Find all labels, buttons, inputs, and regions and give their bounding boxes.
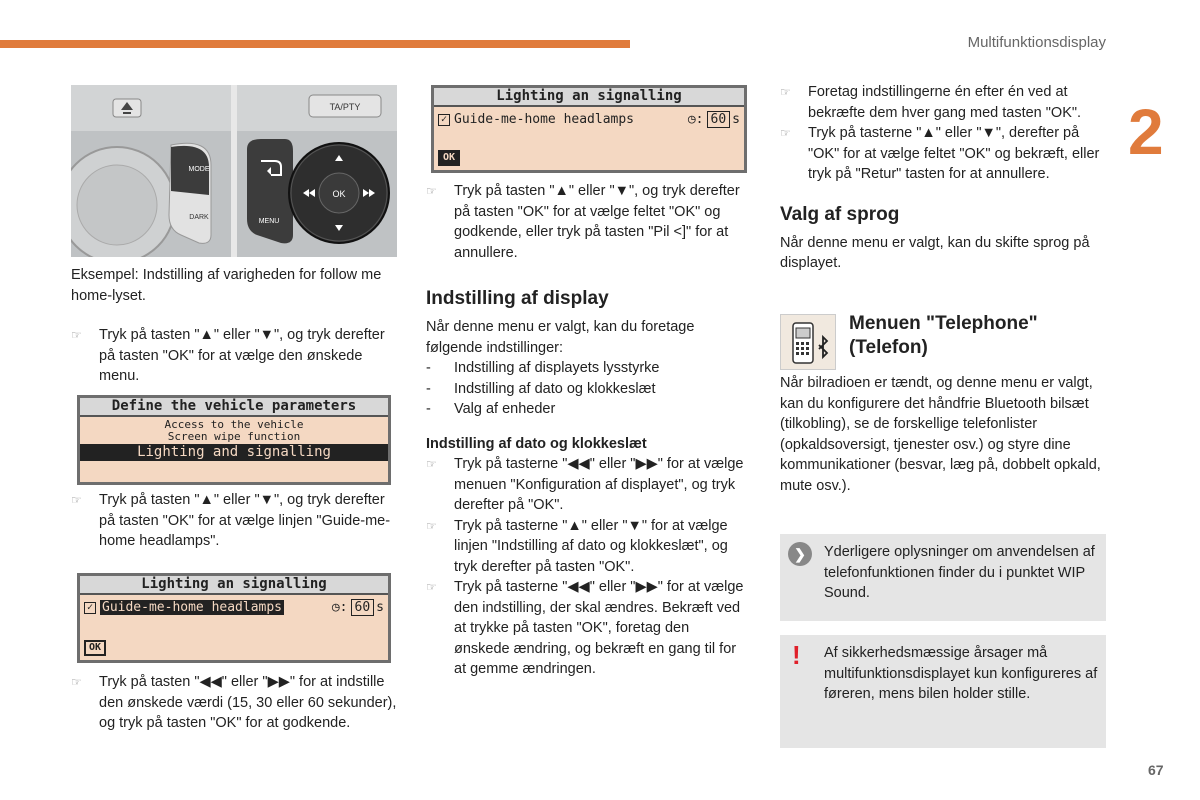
- ok-key-label: OK: [332, 189, 346, 199]
- lcd-value: 60: [707, 111, 731, 128]
- instruction-item: ☞ Tryk på tasterne "◀◀" eller "▶▶" for at vælge menuen "Konfiguration af displayet", og tryk derefter på "OK".: [426, 456, 744, 513]
- section-text: Når bilradioen er tændt, og denne menu er valgt, kan du konfigurere det håndfrie Bluetooth bilsæt (tilkobling), se de forskellige telefonlister (opkaldsoversigt, tjenester osv.) og styre dine kommunikationer (besvar, læg på, dobbelt opkald, mute osv.).: [780, 375, 1101, 494]
- pointing-hand-icon: ☞: [426, 518, 437, 533]
- radio-controls-photo: [71, 85, 397, 257]
- lcd-selected-item: Guide-me-home headlamps: [102, 600, 283, 615]
- info-arrow-icon: ❯: [788, 542, 812, 566]
- instruction-item: ☞ Foretag indstillingerne én efter én ved at bekræfte dem hver gang med tasten "OK".: [780, 84, 1082, 121]
- section-display: [426, 287, 748, 680]
- radio-controls-illustration: [71, 85, 397, 257]
- section-text: Når denne menu er valgt, kan du skifte sprog på displayet.: [780, 234, 1090, 271]
- instruction-item: ☞ Tryk på tasterne "▲" eller "▼" for at vælge linjen "Indstilling af dato og klokkeslæt", og tryk derefter på tasten "OK".: [426, 517, 728, 575]
- pointing-hand-icon: ☞: [780, 126, 791, 140]
- svg-text:DARK: DARK: [189, 214, 209, 221]
- header-accent-bar: [0, 40, 630, 48]
- instruction-item: ☞ Tryk på tasterne "◀◀" eller "▶▶" for at vælge den indstilling, der skal ændres. Bekræft ved at trykke på tasten "OK", foretag den ønskede ændring, og bekræft en gang til for at gemme ændringen.: [426, 579, 744, 677]
- pointing-hand-icon: ☞: [780, 85, 791, 99]
- list-item: - Valg af enheder: [426, 401, 556, 417]
- list-item: - Indstilling af dato og klokkeslæt: [426, 380, 656, 397]
- svg-text:MENU: MENU: [258, 218, 280, 225]
- lcd-row: [80, 595, 388, 620]
- pointing-hand-icon: ☞: [71, 328, 82, 342]
- pointing-hand-icon: ☞: [71, 675, 82, 689]
- phone-text-block: [780, 373, 1106, 496]
- column-3-top: [780, 82, 1106, 274]
- column-1-bullet1: [71, 325, 397, 387]
- section-intro: Når denne menu er valgt, kan du foretage følgende indstillinger:: [426, 319, 695, 356]
- svg-text:MODE: MODE: [188, 166, 210, 173]
- page-header-title: Multifunktionsdisplay: [967, 34, 1106, 51]
- exclamation-icon: !: [792, 640, 801, 670]
- section-heading: Indstilling af display: [426, 288, 609, 309]
- lcd-screen-lighting-ok: [431, 85, 747, 173]
- chapter-number: 2: [1128, 96, 1164, 168]
- column-1-bullet2: [71, 490, 397, 552]
- lcd-screen-lighting: [77, 573, 391, 663]
- pointing-hand-icon: ☞: [426, 580, 437, 594]
- instruction-item: ☞ Tryk på tasten "▲" eller "▼", og tryk derefter på tasten "OK" for at vælge linjen "Guide-me-home headlamps".: [71, 492, 391, 549]
- lcd-line: Screen wipe function: [167, 430, 301, 443]
- lcd-value: 60: [351, 599, 375, 616]
- pointing-hand-icon: ☞: [426, 184, 437, 198]
- lcd-ok-button-selected: OK: [438, 150, 460, 166]
- lcd-ok-button: OK: [84, 640, 106, 656]
- lcd-screen-vehicle-parameters: [77, 395, 391, 485]
- pointing-hand-icon: ☞: [426, 457, 437, 471]
- phone-heading-block: [849, 312, 1106, 360]
- info-box: [780, 534, 1106, 621]
- section-heading: Menuen "Telephone" (Telefon): [849, 313, 1038, 358]
- column-1-bullet3: [71, 672, 397, 734]
- lcd-unit: s: [732, 112, 740, 127]
- lcd-unit: s: [376, 600, 384, 615]
- section-heading: Valg af sprog: [780, 203, 900, 225]
- photo-caption: Eksempel: Indstilling af varigheden for follow me home-lyset.: [71, 267, 382, 304]
- lcd-title: Lighting an signalling: [80, 576, 388, 595]
- lcd-line: Access to the vehicle: [164, 418, 304, 431]
- lcd-title: Define the vehicle parameters: [80, 398, 388, 417]
- lcd-selected-line: Lighting and signalling: [80, 444, 388, 461]
- instruction-item: ☞ Tryk på tasten "▲" eller "▼", og tryk derefter på tasten "OK" for at vælge den ønskede menu.: [71, 327, 385, 384]
- instruction-item: ☞ Tryk på tasten "◀◀" eller "▶▶" for at indstille den ønskede værdi (15, 30 eller 60 sekunder), og tryk på tasten "OK" for at godkende.: [71, 674, 397, 731]
- clock-icon: ◷:: [331, 600, 348, 615]
- phone-bluetooth-icon: [780, 314, 836, 370]
- pointing-hand-icon: ☞: [71, 493, 82, 507]
- warning-box: [780, 635, 1106, 748]
- lcd-item: Guide-me-home headlamps: [454, 112, 635, 127]
- column-2-bullet1: [426, 181, 748, 263]
- instruction-item: ☞ Tryk på tasterne "▲" eller "▼", derefter på "OK" for at vælge feltet "OK" og bekræft, eller tryk på "Retur" tasten for at annullere.: [780, 125, 1100, 182]
- checkbox-icon: ✓: [438, 114, 450, 126]
- info-text: Yderligere oplysninger om anvendelsen af telefonfunktionen finder du i punktet WIP Sound.: [824, 544, 1095, 601]
- ta-pty-label: TA/PTY: [329, 102, 361, 112]
- list-item: - Indstilling af displayets lysstyrke: [426, 360, 660, 376]
- lcd-title: Lighting an signalling: [434, 88, 744, 107]
- clock-icon: ◷:: [687, 112, 704, 127]
- lcd-row: [434, 107, 744, 132]
- instruction-item: ☞ Tryk på tasten "▲" eller "▼", og tryk derefter på tasten "OK" for at vælge feltet "OK" og godkende, eller tryk på tasten "Pil <]" for at annullere.: [426, 183, 740, 261]
- subheading: Indstilling af dato og klokkeslæt: [426, 435, 647, 452]
- checkbox-icon: ✓: [84, 602, 96, 614]
- column-1: [71, 265, 397, 306]
- page-number: 67: [1148, 762, 1164, 778]
- warning-text: Af sikkerhedsmæssige årsager må multifunktionsdisplayet kun konfigureres af føreren, mens bilen holder stille.: [824, 645, 1098, 702]
